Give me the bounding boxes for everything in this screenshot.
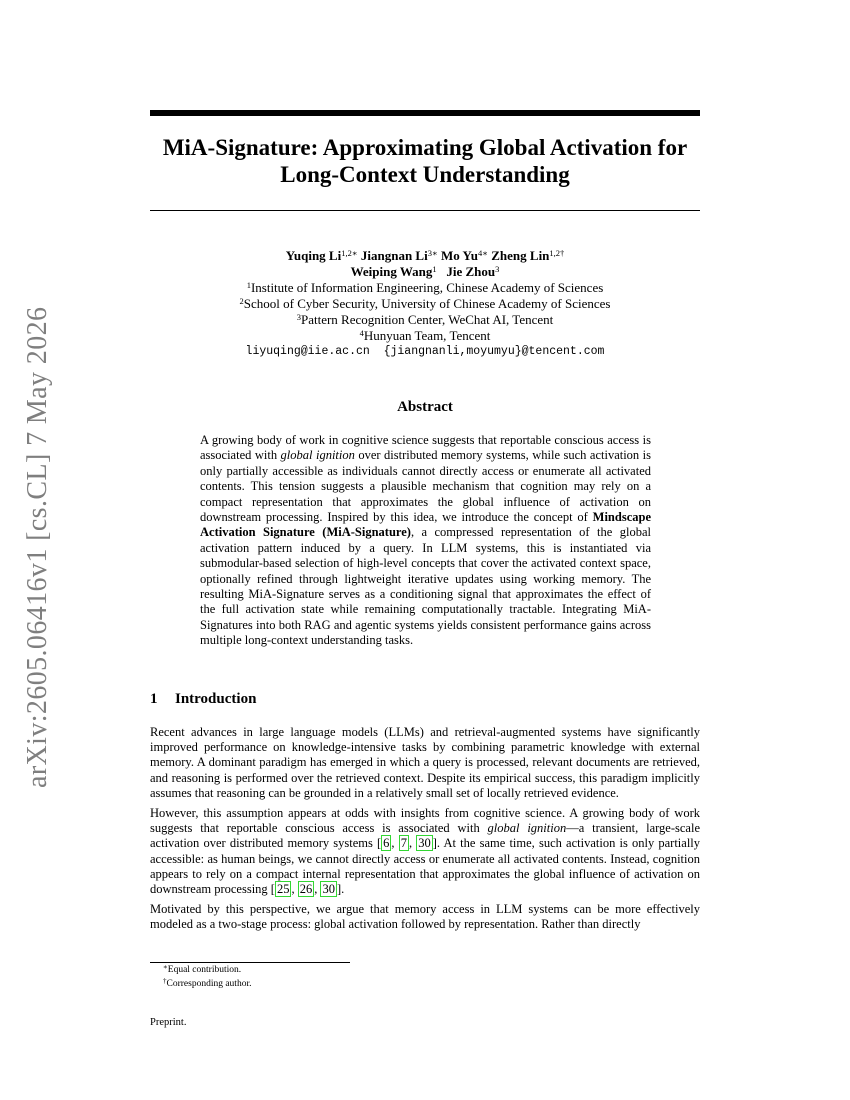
- affiliation: $^3$Pattern Recognition Center, WeChat AI, Tencent: [296, 312, 554, 327]
- author-name: Jiangnan Li: [360, 248, 428, 263]
- paper-title: MiA-Signature: Approximating Global Activation for Long-Context Understanding: [162, 135, 688, 187]
- email-link[interactable]: {jiangnanli,moyumyu}@tencent.com: [383, 345, 605, 358]
- title-bottom-rule: [150, 210, 700, 211]
- title-top-rule: [150, 110, 700, 116]
- author-emails: [150, 344, 700, 360]
- author-name: Jie Zhou: [446, 264, 496, 279]
- author-name: Mo Yu: [441, 248, 478, 263]
- citation-link[interactable]: 7: [400, 836, 407, 851]
- preprint-label: Preprint.: [150, 1017, 187, 1028]
- paragraph: Recent advances in large language models (LLMs) and retrieval-augmented systems have significantly improved performance on knowledge-intensive tasks by combining parametric knowledge with external memory. A dominant paradigm has emerged in which a query is processed, relevant documents are retrieved, and reasoning is performed over the retrieved context. Despite its empirical success, this paradigm implicitly assumes that reasoning can be grounded in a relatively small set of locally retrieved evidence.: [150, 725, 700, 800]
- footnote-equal-contribution: ∗Equal contribution.: [163, 963, 242, 975]
- email-link[interactable]: liyuqing@iie.ac.cn: [245, 345, 370, 358]
- affiliation: $^2$School of Cyber Security, University of Chinese Academy of Sciences: [239, 296, 611, 311]
- author-name: Zheng Lin: [491, 248, 550, 263]
- footnote-divider: [150, 962, 350, 963]
- citation-link[interactable]: 25: [276, 882, 290, 897]
- affiliation: $^1$Institute of Information Engineering, Chinese Academy of Sciences: [246, 280, 604, 295]
- author-name: Yuqing Li: [285, 248, 342, 263]
- citation-link[interactable]: 30: [418, 836, 431, 851]
- author-block: [150, 248, 700, 360]
- abstract-text: A growing body of work in cognitive science suggests that reportable conscious access is associated with global ignition over distributed memory systems, while such activation is only partially accessible as individuals cannot directly access or enumerate all activated contents. This tension suggests a plausible mechanism that cognition may rely on a compact representation that approximates the global influence of activation on downstream processing. Inspired by this idea, we introduce the concept of Mindscape Activation Signature (MiA-Signature), a compressed representation of the global activation pattern induced by a query. In LLM systems, this is instantiated via submodular-based selection of high-level concepts that cover the activated context space, optionally refined through lightweight iterative updates using working memory. The resulting MiA-Signature serves as a conditioning signal that approximates the effect of the full activation state while remaining computationally tractable. Integrating MiA-Signatures into both RAG and agentic systems yields consistent performance gains across multiple long-context understanding tasks.: [200, 433, 651, 648]
- author-names-line2: Weiping Wang$^1$ Jie Zhou$^3$: [350, 264, 500, 279]
- abstract-heading: Abstract: [397, 399, 453, 415]
- citation-link[interactable]: 30: [322, 882, 335, 897]
- introduction-body: [150, 725, 700, 938]
- paragraph: Motivated by this perspective, we argue that memory access in LLM systems can be more effectively modeled as a two-stage process: global activation followed by representation. Rather than directly: [150, 902, 700, 932]
- author-name: Weiping Wang: [350, 264, 433, 279]
- citation-link[interactable]: 26: [299, 882, 313, 897]
- footnote-corresponding-author: †Corresponding author.: [163, 977, 252, 989]
- affiliation: $^4$Hunyuan Team, Tencent: [359, 328, 491, 343]
- paragraph: However, this assumption appears at odds with insights from cognitive science. A growing body of work suggests that reportable conscious access is associated with global ignition—a transient, large-scale activation over distributed memory systems [ 6 , 7 , 30 ]. At the same time, such activation is only partially accessible: as human beings, we cannot directly access or enumerate all activated contents. Instead, cognition appears to rely on a compact internal representation that approximates the global influence of activation on downstream processing [ 25 , 26 , 30 ].: [150, 806, 701, 897]
- section-heading-introduction: 1 Introduction: [150, 691, 257, 707]
- arxiv-sidebar-stamp: arXiv:2605.06416v1 [cs.CL] 7 May 2026: [22, 306, 53, 788]
- author-names-line1: Yuqing $Li^{1,2∗}$ Jiangnan $Li^{3∗}$ Mo $Yu^{4∗}$ Zheng Lin$^{1,2\dagger}$: [285, 248, 565, 263]
- citation-link[interactable]: 6: [383, 836, 390, 851]
